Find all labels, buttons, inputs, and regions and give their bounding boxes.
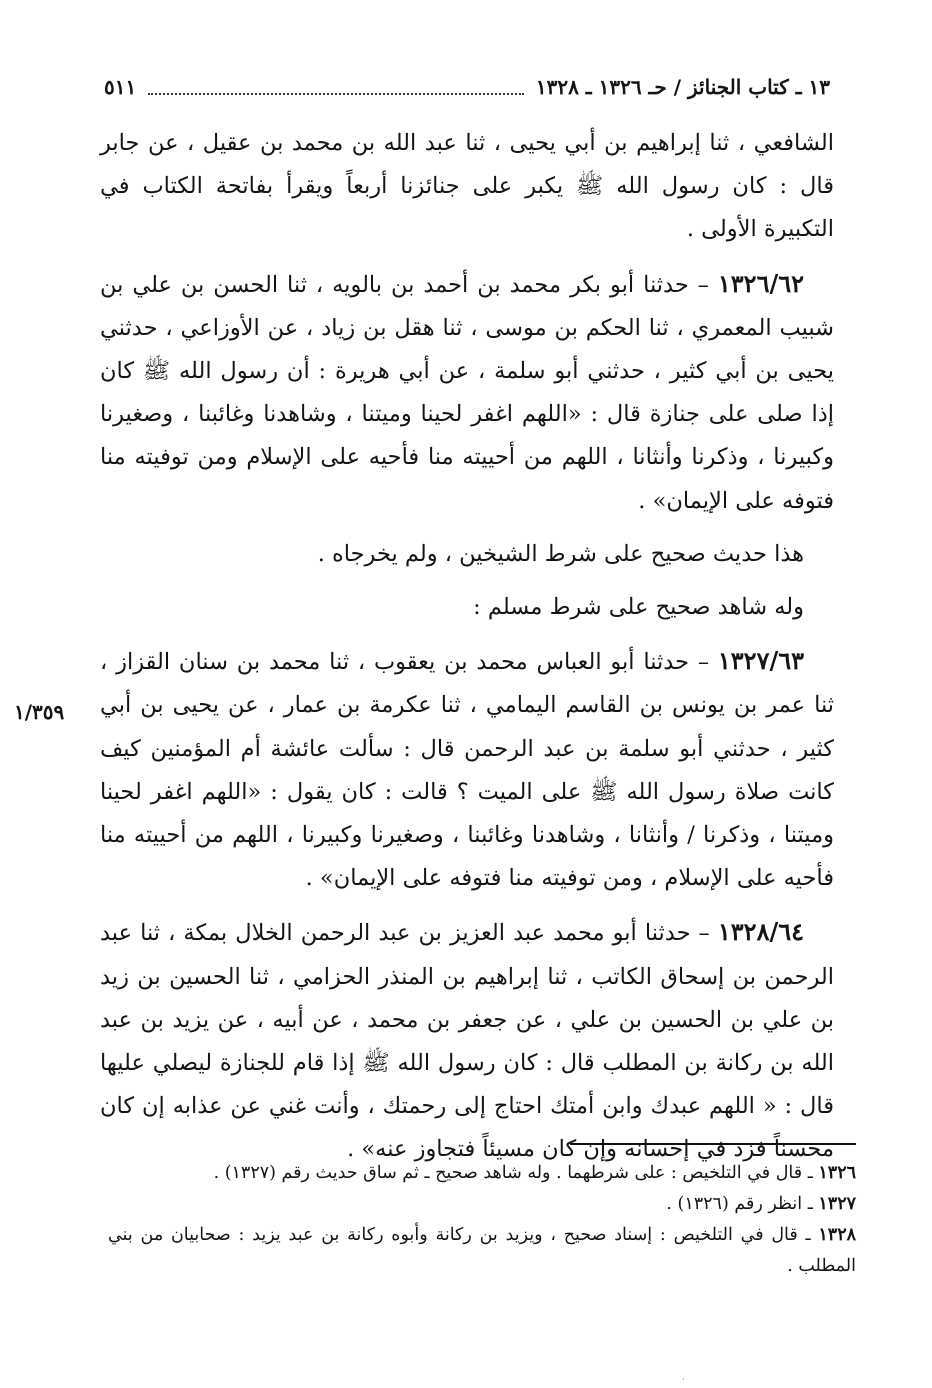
chapter-title: ١٣ ـ كتاب الجنائز / حـ ١٣٢٦ ـ ١٣٢٨ [535,75,830,99]
hadith-text: – حدثنا أبو محمد عبد العزيز بن عبد الرحمن الخلال بمكة ، ثنا عبد الرحمن بن إسحاق الكاتب ، ثنا إبراهيم بن المنذر الحزامي ، ثنا الحسين بن زيد بن علي بن الحسين بن علي ، عن جعفر بن محمد ، عن أبيه ، عن يزيد بن عبد الله بن ركانة بن المطلب قال : كان رسول الله ﷺ إذا قام للجنازة ليصلي عليها قال : « اللهم عبدك وابن أمتك احتاج إلى رحمتك ، وأنت غني عن عذابه إن كان محسناً فزد في إحسانه وإن كان مسيئاً فتجاوز عنه» . [100,920,834,1163]
footnote-text: ـ انظر رقم (١٣٢٦) . [666,1194,819,1214]
margin-volume-reference: ١/٣٥٩ [14,700,65,724]
main-text [100,122,834,1172]
footnote-number: ١٣٢٦ [818,1163,856,1183]
footnote [108,1158,856,1189]
hadith-1327 [100,639,834,900]
footnote [108,1189,856,1220]
hadith-number: ١٣٢٦/٦٢ [717,268,804,298]
footnotes [108,1158,856,1282]
paragraph-continuation: الشافعي ، ثنا إبراهيم بن أبي يحيى ، ثنا عبد الله بن محمد بن عقيل ، عن جابر قال : كان رسول الله ﷺ يكبر على جنائزنا أربعاً ويقرأ بفاتحة الكتاب في التكبيرة الأولى . [100,130,834,243]
footnote-separator [570,1143,856,1145]
page-number: ٥١١ [104,75,137,99]
running-header [104,68,830,106]
hadith-number: ١٣٢٨/٦٤ [717,917,804,947]
hadith-1326 [100,262,834,523]
hadith-number: ١٣٢٧/٦٣ [717,646,804,676]
hadith-text: – حدثنا أبو العباس محمد بن يعقوب ، ثنا محمد بن سنان القزاز ، ثنا عمر بن يونس بن القاسم اليمامي ، ثنا عكرمة بن عمار ، عن يحيى بن أبي كثير ، حدثني أبو سلمة بن عبد الرحمن قال : سألت عائشة أم المؤمنين كيف كانت صلاة رسول الله ﷺ على الميت ؟ قالت : كان يقول : «اللهم اغفر لحينا وميتنا ، وذكرنا / وأنثانا ، وشاهدنا وغائبنا ، وصغيرنا وكبيرنا ، اللهم من أحييته منا فأحيه على الإسلام ، ومن توفيته منا فتوفه على الإيمان» . [100,649,834,892]
scan-speck: · [682,1375,685,1385]
footnote [108,1220,856,1282]
hadith-1328 [100,910,834,1171]
authentication-comment: هذا حديث صحيح على شرط الشيخين ، ولم يخرجاه . [317,540,804,567]
footnote-number: ١٣٢٧ [818,1194,856,1214]
footnote-text: ـ قال في التلخيص : على شرطهما . وله شاهد صحيح ـ ثم ساق حديث رقم (١٣٢٧) . [213,1163,819,1183]
hadith-text: – حدثنا أبو بكر محمد بن أحمد بن بالويه ، ثنا الحسن بن علي بن شبيب المعمري ، ثنا الحكم بن موسى ، ثنا هقل بن زياد ، عن الأوزاعي ، حدثني يحيى بن أبي كثير ، حدثني أبو سلمة ، عن أبي هريرة : أن رسول الله ﷺ كان إذا صلى على جنازة قال : «اللهم اغفر لحينا وميتنا ، وشاهدنا وغائبنا ، وصغيرنا وكبيرنا ، وذكرنا وأنثانا ، اللهم من أحييته منا فأحيه على الإسلام ومن توفيته منا فتوفه على الإيمان» . [100,271,834,514]
footnote-text: ـ قال في التلخيص : إسناد صحيح ، ويزيد بن ركانة وأبوه ركانة بن عبد يزيد : صحابيان من بني المطلب . [108,1225,856,1276]
supporting-narration-note: وله شاهد صحيح على شرط مسلم : [473,594,804,621]
header-dot-leader [148,79,524,95]
footnote-number: ١٣٢٨ [818,1225,856,1245]
